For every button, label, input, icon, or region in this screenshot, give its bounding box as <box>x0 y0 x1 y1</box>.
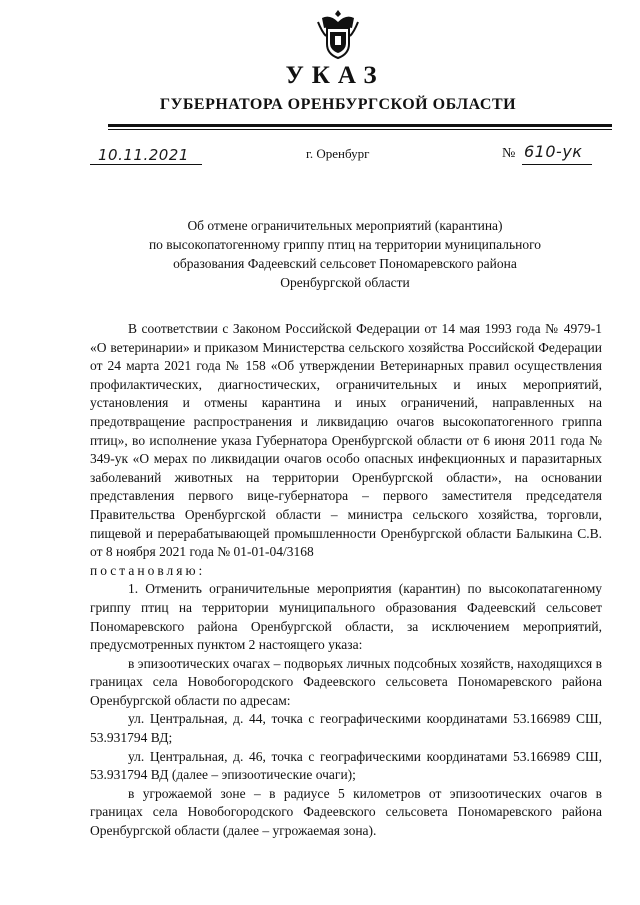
item-1-paragraph: 1. Отменить ограничительные мероприятия (карантин) по высокопатагенному гриппу птиц на территории муниципального образования Фадеевский сельсовет Пономаревского района Оренбургской области, за исключением мероприятий, предусмотренных пунктом 2 настоящего указа: <box>90 581 602 653</box>
document-title-line: образования Фадеевский сельсовет Пономаревского района <box>173 256 517 271</box>
address-1-paragraph: ул. Центральная, д. 44, точка с географическими координатами 53.166989 СШ, 53.931794 ВД; <box>90 711 602 746</box>
issuing-authority: ГУБЕРНАТОРА ОРЕНБУРГСКОЙ ОБЛАСТИ <box>159 96 517 113</box>
header-rule-thin <box>108 129 612 130</box>
date-underline <box>90 164 202 165</box>
document-title-line: по высокопатогенному гриппу птиц на территории муниципального <box>148 237 542 252</box>
handwritten-number: 610-ук <box>524 142 583 161</box>
header-rule-thick <box>108 124 612 127</box>
document-title <box>130 216 560 292</box>
number-sign: № <box>502 146 516 161</box>
date-field <box>90 146 202 170</box>
document-type-title: УКАЗ <box>285 62 385 89</box>
address-2-paragraph: ул. Центральная, д. 46, точка с географическими координатами 53.166989 СШ, 53.931794 ВД (далее – эпизоотические очаги); <box>90 748 602 783</box>
document-title-line: Оренбургской области <box>280 275 410 290</box>
city-name: г. Оренбург <box>306 146 370 161</box>
preamble-paragraph: В соответствии с Законом Российской Федерации от 14 мая 1993 года № 4979-1 «О ветеринарии» и приказом Министерства сельского хозяйства Российской Федерации от 24 марта 2021 года № 158 «Об утверждении Ветеринарных правил осуществления профилактических, диагностических, ограничительных и иных мероприятий, установления и отмены карантина и иных ограничений, направленных на предотвращение распространения и ликвидацию очагов высокопатогенного гриппа птиц», во исполнение указа Губернатора Оренбургской области от 6 июня 2011 года № 349-ук «О мерах по ликвидации очагов особо опасных инфекционных и паразитарных заболеваний животных на территории Оренбургской области», на основании представления первого вице-губернатора – первого заместителя председателя Правительства Оренбургской области – министра сельского хозяйства, торговли, пищевой и перерабатывающей промышленности Оренбургской области Балыкина С.В. от 8 ноября 2021 года № 01-01-04/3168 <box>90 321 602 560</box>
document-title-line: Об отмене ограничительных мероприятий (карантина) <box>187 218 503 233</box>
threat-zone-paragraph: в угрожаемой зоне – в радиусе 5 километров от эпизоотических очагов в границах села Новобогородского Фадеевского сельсовета Пономаревского района Оренбургской области (далее – угрожаемая зона). <box>90 785 602 839</box>
decree-word: постановляю: <box>90 562 206 578</box>
number-field <box>502 142 594 170</box>
coat-of-arms-icon <box>316 8 360 60</box>
document-body <box>90 320 602 841</box>
number-underline <box>522 164 592 165</box>
foci-paragraph: в эпизоотических очагах – подворьях личных подсобных хозяйств, находящихся в границах села Новобогородского Фадеевского сельсовета Пономаревского района Оренбургской области по адресам: <box>90 655 602 708</box>
handwritten-date: 10.11.2021 <box>98 146 189 164</box>
